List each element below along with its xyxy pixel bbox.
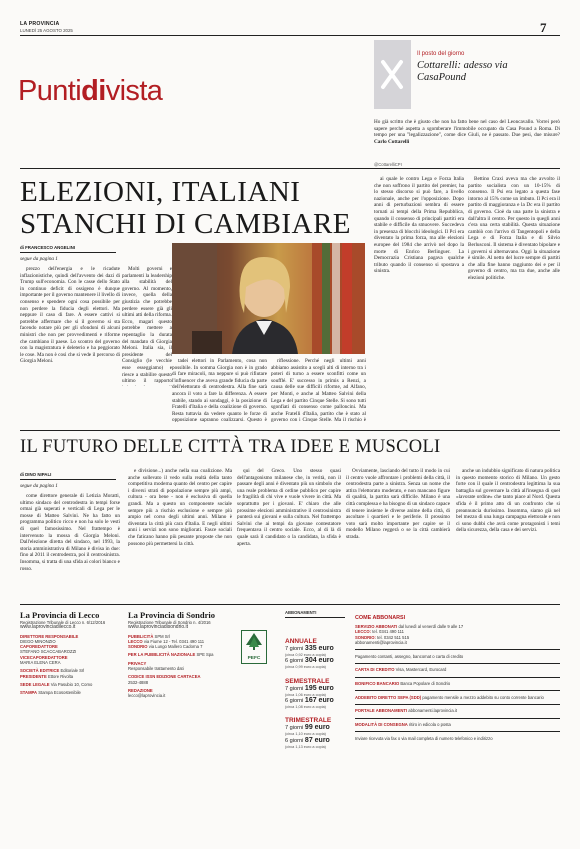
x-logo-box: [374, 40, 411, 109]
section-title: [18, 76, 162, 106]
article1-col2-main: [122, 266, 172, 386]
article2-col4: [346, 468, 450, 591]
article2-col3-text: qui del Greco. Uno stesso quasi dell'antagonismo milanese che, in verità, non il passare degli anni è diventato più un simbolo che una reale problema di ordine pubblico per capire le fragilità di chi vive e vuole vivere in città. Ma soprattutto per i giovani. E' chiaro che alle prossime elezioni amministrative il centrosinistra punterà sui giovani e sulla cultura. Nel frattempo Salvini che ai tempi da giovane contestatore frequentava il centro sociale. Ecco, al di là di quale sarà il candidato o la candidata, la sfida è aperta.: [237, 468, 341, 547]
footer-sondrio-role3: SONDRIO: [128, 644, 148, 650]
footer-lecco-role2: CAPOREDATTORE: [20, 644, 58, 650]
quarter-note-1: (circa 1,13 euro a copia): [285, 744, 326, 749]
how-l9: abbonamenti.laprovincia.it: [408, 708, 457, 714]
subscriptions-rule: [285, 617, 345, 618]
article1-headline-line1: ELEZIONI, ITALIANI: [20, 176, 301, 208]
how-l3-label: SONDRIO:: [355, 634, 376, 640]
pefc-label: PEFC: [247, 656, 261, 661]
article1-col6: [468, 176, 560, 424]
footer-sondrio-name5: Responsabile trattamento dati: [128, 666, 184, 672]
how-l3: tel. 0342 511 515: [377, 634, 410, 640]
article2-continued: segue da pagina 1: [20, 483, 58, 489]
how-l10: ritiro in edicola o posta: [408, 722, 451, 728]
top-rule: [20, 168, 560, 169]
footer-sondrio-name4: SPE Spa: [196, 652, 214, 658]
footer-sondrio-role5: PRIVACY: [128, 660, 147, 666]
annual-label: ANNUALE: [285, 637, 317, 645]
annual-days-1: 6 giorni: [285, 658, 304, 665]
mid-rule: [20, 430, 560, 431]
how-l7-label: BONIFICO BANCARIO: [355, 680, 400, 686]
footer-rule: [20, 604, 560, 605]
how-l2: tel. 0341 490 111: [372, 629, 404, 635]
footer-sondrio-site: www.laprovinciadisondrio.it: [128, 624, 189, 631]
article2-byline: di DINO NIPALI: [20, 472, 52, 477]
footer-lecco-role1: DIRETTORE RESPONSABILE: [20, 633, 79, 639]
article2-byline-rule: [20, 479, 116, 480]
semester-days-1: 6 giorni: [285, 698, 304, 705]
footer-lecco-role4: SOCIETÀ EDITRICE: [20, 668, 60, 674]
footer-lecco-address: Registrazione Tribunale di Lecco n. 6/12/2016: [20, 620, 106, 625]
section-title-part1: Punti: [18, 75, 82, 107]
annual-days-0: 7 giorni: [285, 645, 304, 652]
semester-note-0: (circa 1,06 euro a copia): [285, 692, 326, 697]
how-l10-label: MODALITÀ DI CONSEGNA: [355, 722, 408, 728]
quarter-price-1: 87 euro: [304, 736, 330, 744]
footer-sondrio: [128, 610, 236, 699]
tree-icon: [242, 631, 266, 651]
footer-lecco-site: www.laprovinciadilecco.it: [20, 624, 76, 631]
quarter-days-1: 6 giorni: [285, 737, 304, 744]
how-l5: Pagamento contanti, assegno, bancomat o carta di credito: [355, 653, 464, 659]
how-l6: Visa, Mastercard, Eurocard: [395, 667, 447, 673]
article2-col5: [456, 468, 560, 591]
section-title-part3: vista: [105, 75, 163, 107]
post-handle: @CottarelliCPI: [374, 162, 402, 167]
article1-col1-text: prezzo dell'energia e le ricadute inflazionistiche, quindi dell'avvento dei dazi di Trump sull'economia. Con le casse dello Stato in continuo deficit di ossigeno è dunque importante per il governo mantenere il livello di consenso e spendere ogni cosa possibile per non perdere la fiducia degli elettori. Ma neppure il caso di fare. A essere cattivi si potrebbe affermare che si il governo si sta facendo notare più per gli sfondoni di alcuni ministri che non per provvedimenti e riforme che cambiano il paese. Lo scontro del governo con la magistratura è deleterio e ha peggiorato le cose. Ma non è così che si vede il percorso di Giorgia Meloni.: [20, 266, 120, 365]
article1-col2-text: Molti governi e parlamenti la leadership alla stabilità del governo. Al momento, invece, quella della giustizia che potrebbe perdere essere già gli ultimi atti della riforma. Ecco, magari questo potrebbe mettere a repentaglio la durata del mandato di Giorgia Meloni. Italia sia, il presidente del Consiglio (le vecchie esse esseggiamo) e riesce a stabilire questo ultimo il rapporto: [122, 266, 172, 385]
post-title: Cottarelli: adesso via CasaPound: [417, 60, 508, 83]
how-title: COME ABBONARSI: [355, 615, 406, 621]
footer-lecco: [20, 610, 120, 696]
article2-col5-text: anche un indubbio significato di natura politica in questo momento storico di Milano. Un gesto forte con il quale il centrodestra legittima la sua battaglia sul governare la città all'insegna di quel «lavorate ordine» che tanto piace al Nord. Questa sfida è il primo atto di un confronto che si preannuncia durissimo. Insomma, siamo già nel bel mezzo di una lunga campagna elettorale e non ci sono dubbi che avrà come protagonisti i temi della sicurezza, della casa e dei servizi.: [456, 468, 560, 534]
how-l4: abbonamenti@laprovincia.it: [355, 639, 407, 645]
footer-sondrio-role4: PER LA PUBBLICITÀ NAZIONALE: [128, 652, 196, 658]
annual-note-0: (circa 0,92 euro a copia): [285, 652, 326, 657]
how-l8-label: ADDEBITO DIRETTO SEPA (SDD): [355, 694, 422, 700]
quarter-note-0: (circa 1,10 euro a copia): [285, 732, 326, 737]
post-body: [374, 119, 560, 145]
footer-lecco-name6: Via Pasubio 10, Como: [50, 681, 93, 687]
semester-days-0: 7 giorni: [285, 685, 304, 692]
article1-col3-text: tadei elettori in Parlamento, cosa non possibile. In somma Giorgia non è in grado di fare miracoli, ma neppure si può rifiutare l'influencer che aveva grande fiducia da parte dell'elettorato di centrodestra. Alla fine sarà ancora il voto a fare la differenza. A essere stabile, stando ai sondaggi, è la posizione di Fratelli d'Italia e della coalizione di governo. Resta tuttavia da vedere quanto le forze di opposizione sapranno coalizzarsi. Questo è: [172, 358, 267, 424]
post-body-text: Ho già scritto che è giusto che non ha fatto bene nel caso del Leoncavallo. Vorrei però sapere perché aspetta a sgomberare l'immobile occupato da Casa Pound a Roma. Di tempo per una "legalizzazione", come dice Giuli, ne è passato. Due pesi, due misure?: [374, 119, 560, 139]
article1-col4-text: riflessione. Perché negli ultimi anni abbiamo assistito a scegli alti di interno tra i poteri di turno a essere sconfitti come un soufflé. E' successo in primis a Renzi, a causa delle sue difficili riforme, ad Alfano, per Monti, e anche al Matteo Salvini della Lega e del partito Cinque Stelle. Si sono tutti sgonfiati di consenso come palloncini. Ma anche Fratelli d'Italia, partito che è stato al governo con i Cinque Stelle. Ma il rischio è: [271, 358, 366, 424]
how-l6-label: CARTA DI CREDITO: [355, 667, 395, 673]
how-l8: pagamento mensile a mezzo addebito su conto corrente bancario: [422, 694, 544, 700]
masthead-paper: LA PROVINCIA: [20, 21, 60, 27]
article2-col2-text: e divisione...) anche nella sua coalizione. Ma anche sollevato il vedo sulla realtà della tanto competitiva moderna quanto del centro per capire i diversi strati di popolazione sempre più ampi, cultura - ora bene - non è esclusiva di quella grandi. Ma a questo un componente sociale sempre più a rischio esclusione e sempre più ampio nel corso degli ultimi anni. Milano è diventata la città più cara d'Italia. E negli ultimi anni i servizi non sono migliorati. Fasce sociali che faticano hanno più pesante proposte che non possono più permettersi la città.: [128, 468, 232, 547]
footer-lecco-role5: PRESIDENTE: [20, 673, 47, 679]
article2-col2: [128, 468, 232, 591]
quarter-label: TRIMESTRALE: [285, 717, 332, 725]
subscriptions-title: ABBONAMENTI: [285, 610, 317, 615]
footer-sondrio-role6: CODICE ISSN EDIZIONE CARTACEA: [128, 674, 201, 680]
footer-sondrio-address: Registrazione Tribunale di Sondrio n. 4/2016: [128, 620, 211, 625]
article1-photo: [172, 243, 365, 354]
masthead-rule: [20, 35, 560, 36]
article1-col5-text: ai quale le contro Lega e Forza Italia che non soffrono il partito del premier, ha lo stesso discorso si può fare, a livello nazionale, anche per l'opposizione. Dopo anni di perturbazioni sembra di essere tornati ai tempi della Prima Repubblica, quando il consenso di principali partiti era stabile e difficile da smuovere. Succedeva in presenza di blocchi ideologici. Il Pci era diventato la prima forza, ma alle elezioni europee del 1984 che arrivò nel dopo la morte di Enrico Berlinguer. La Democrazia Cristiana pagava qualche tributo quando il consenso si spostava a sinistra.: [374, 176, 464, 275]
masthead-date: LUNEDÌ 25 AGOSTO 2025: [20, 28, 73, 33]
article1-headline: [20, 176, 360, 240]
footer-lecco-role3: VICECAPOREDATTORE: [20, 654, 68, 660]
footer-sondrio-name: La Provincia di Sondrio: [128, 610, 215, 620]
footer-sondrio-name7: lecco@laprovincia.it: [128, 693, 166, 699]
footer-lecco-name: La Provincia di Lecco: [20, 610, 100, 620]
how-l1-label: SERVIZIO ABBONATI: [355, 624, 398, 629]
page-number: 7: [540, 20, 547, 35]
photo-drawing: [172, 243, 365, 354]
footer-lecco-name5: Ettore Rivolta: [47, 673, 74, 679]
article2-col3: [237, 468, 341, 591]
annual-price-0: 335 euro: [304, 644, 334, 652]
how-l7: Banca Popolare di Sondrio: [400, 680, 451, 686]
section-title-part2: di: [81, 75, 106, 107]
footer-sondrio-name1: SPM Srl: [154, 633, 170, 639]
article1-headline-line2: STANCHI DI CAMBIARE: [20, 208, 352, 240]
annual-price-1: 304 euro: [304, 657, 334, 665]
footer-sondrio-name6: 2532-4888: [128, 679, 149, 685]
article1-continued: segue da pagina 1: [20, 256, 58, 262]
post-author: Carlo Cottarelli: [374, 138, 410, 145]
article2-col1-text: come direttore generale di Letizia Moratti, ultimo sindaco del centrodestra in tempi forse ormai già superati e verticali di Lega per le mosse di Matteo Salvini. Ne ha fatto un programma politico ricco e non ha solo le vesti di quel famosissimo. Nel frattempo è intervenuto la mossa di Giorgia Meloni. Dall'elezione diretta del sindaco, nel 1993, la storia amministrativa di Milano è divisa in due: fino al 2011 il centrodestra, poi il centrosinistra. Insomma, si tratta di una sfida ai colori bianco e rosso.: [20, 493, 120, 572]
footer-lecco-role7: STAMPA: [20, 690, 38, 696]
semester-label: SEMESTRALE: [285, 677, 330, 685]
how-l11: Inviare ricevuta via fax o via mail completa di numero telefonico e indirizzo: [355, 735, 493, 741]
article1-col3: [172, 358, 267, 424]
footer-lecco-name4: Editoriale Srl: [60, 668, 85, 674]
footer-sondrio-role1: PUBBLICITÀ: [128, 633, 154, 639]
how-l2-label: LECCO:: [355, 629, 372, 635]
footer-sondrio-role2: LECCO: [128, 638, 143, 644]
footer-lecco-name3: MARIA ELENA CERA: [20, 660, 61, 666]
pefc-logo: [241, 630, 267, 664]
article1-byline: di FRANCESCO ANGELINI: [20, 245, 75, 250]
footer-lecco-name2: STEFANO SCACCABAROZZI: [20, 649, 77, 655]
article2-col4-text: Ovviamente, lasciando del tutto il modo in cui il centro vuole affrontare i problemi della città, il centrodestra parte a sinistra. Senza un nome che attira l'elettorato moderato, e non mancano figure di qualità, la partita sarà difficile. Milano è una città complessa e ha bisogno di un sindaco capace di tenere insieme le diverse anime della città, di ascoltare i quartieri e le periferie. Il prossimo voto sarà molto importante per capire se il modello Milano reggerà o se la città cambierà strada.: [346, 468, 450, 540]
footer-sondrio-role7: REDAZIONE: [128, 687, 153, 693]
how-l9-label: PORTALE ABBONAMENTI: [355, 708, 408, 714]
footer-sondrio-name2: via Fiume 12 - Tel. 0341 490 111: [143, 638, 205, 644]
footer-lecco-name7: Stampa Ecosostenibile: [38, 690, 81, 696]
semester-price-1: 167 euro: [304, 697, 334, 705]
semester-price-0: 195 euro: [304, 684, 334, 692]
post-kicker: Il posto del giorno: [417, 51, 465, 57]
article1-col4: [271, 358, 366, 424]
article2-headline: IL FUTURO DELLE CITTÀ TRA IDEE E MUSCOLI: [20, 437, 441, 457]
x-logo-icon: [374, 40, 411, 109]
article1-col5: [374, 176, 464, 424]
how-l1: dal lunedì al venerdì dalle 9 alle 17: [398, 624, 464, 629]
article1-byline-rule: [20, 252, 116, 253]
article2-col1: [20, 493, 120, 591]
annual-note-1: (circa 0,99 euro a copia): [285, 665, 326, 670]
semester-note-1: (circa 1,08 euro a copia): [285, 705, 326, 710]
footer-lecco-role6: SEDE LEGALE: [20, 681, 50, 687]
quarter-price-0: 99 euro: [304, 724, 330, 732]
subscriptions: [285, 610, 347, 749]
article1-col1: [20, 266, 120, 386]
how-to-subscribe: [355, 615, 560, 741]
article1-col6-text: Bettino Craxi aveva ma che avvolto il partito socialista con un 10-15% di consenso. Il Psi era legato a questa fase intorno al 15% come un imbuto. Il Pci era il partito di maggioranza e la Dc era il partito di governo. Cioè da una parte la sinistra e dall'altra il centro. Per questo in quegli anni c'era una certa stabilità. Questa situazione cambiò con l'arrivo di Tangentopoli e della Lega e di Forza Italia e di Silvio Berlusconi. Il sistema è diventato bipolare e i governi si alternavano. Oggi la situazione è simile. Al netto del lucre sempre di partiti che alla fine hanno raggiunto dei e per il governo di centro, ma tra due, anche alle elezioni politiche.: [468, 176, 560, 281]
footer-lecco-name1: DIEGO MINONZIO: [20, 638, 56, 644]
quarter-days-0: 7 giorni: [285, 725, 304, 732]
footer-sondrio-name3: via Lungo Mallero Cadorna 7: [148, 644, 203, 650]
